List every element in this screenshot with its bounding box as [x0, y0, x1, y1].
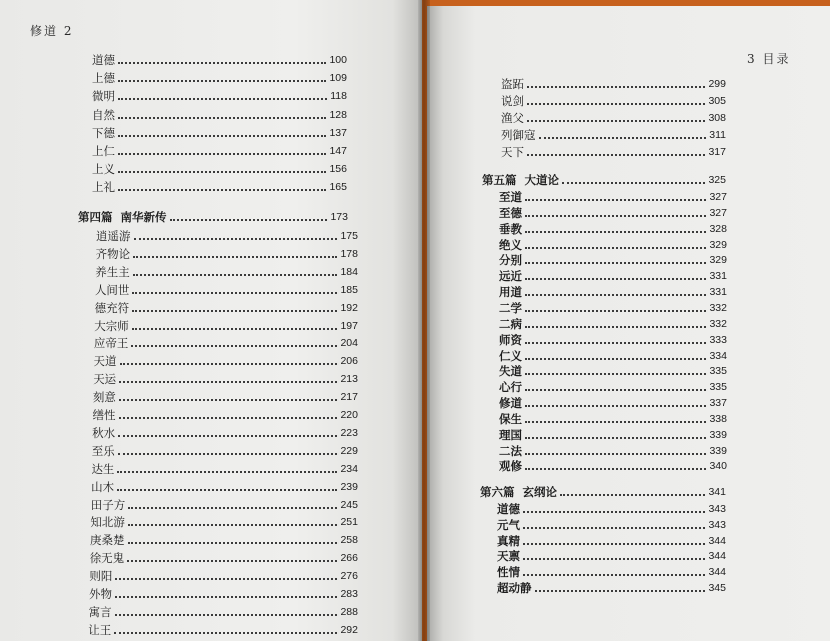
toc-leader-dots	[527, 85, 705, 88]
toc-entry-title: 性情	[497, 565, 520, 580]
toc-leader-dots	[525, 309, 706, 312]
toc-entry-page: 109	[329, 72, 347, 85]
toc-part-name: 玄纲论	[522, 485, 557, 499]
toc-entry-page: 299	[708, 78, 726, 90]
toc-entry[interactable]	[90, 548, 358, 566]
toc-leader-dots	[117, 470, 337, 473]
toc-entry-page: 335	[709, 365, 727, 378]
toc-entry[interactable]	[96, 226, 358, 244]
toc-leader-dots	[132, 309, 337, 312]
toc-entry-page: 239	[340, 480, 358, 493]
right-page	[427, 6, 830, 641]
toc-leader-dots	[527, 102, 705, 105]
toc-leader-dots	[170, 218, 328, 221]
toc-entry[interactable]	[92, 68, 347, 86]
toc-entry-page: 197	[340, 319, 358, 332]
toc-entry-title: 二学	[499, 300, 522, 315]
toc-entry-title: 大宗师	[94, 318, 129, 333]
toc-leader-dots	[535, 589, 706, 592]
toc-entry-page: 156	[329, 163, 347, 176]
toc-entry-title: 达生	[91, 461, 115, 476]
toc-entry-title: 失道	[499, 364, 522, 379]
toc-entry-title: 上仁	[92, 144, 115, 158]
toc-entry-title: 二法	[499, 443, 522, 458]
toc-entry-title: 养生主	[95, 264, 130, 279]
toc-entry-page: 331	[709, 270, 727, 283]
toc-leader-dots	[118, 116, 326, 119]
toc-entry[interactable]	[91, 459, 358, 477]
toc-entry-page: 344	[708, 534, 726, 547]
toc-leader-dots	[523, 526, 705, 529]
toc-entry-title: 德充符	[94, 300, 130, 315]
toc-leader-dots	[118, 97, 327, 100]
toc-entry-title: 自然	[92, 107, 115, 122]
toc-entry[interactable]	[95, 262, 358, 280]
toc-entry-page: 344	[708, 566, 726, 579]
toc-leader-dots	[525, 214, 706, 217]
toc-entry-page: 335	[709, 381, 727, 394]
toc-entry-page: 328	[709, 222, 727, 235]
toc-entry[interactable]	[92, 423, 358, 441]
toc-entry-page: 185	[340, 283, 358, 296]
toc-part-page: 341	[708, 486, 726, 498]
toc-leader-dots	[131, 344, 337, 347]
toc-entry-page: 331	[709, 286, 727, 299]
toc-entry[interactable]	[501, 108, 726, 126]
toc-leader-dots	[115, 613, 338, 616]
toc-entry-title: 寓言	[88, 604, 112, 619]
toc-leader-dots	[132, 327, 338, 330]
toc-entry[interactable]	[95, 280, 358, 298]
toc-entry-title: 垂教	[499, 221, 522, 236]
toc-entry-title: 秋水	[92, 425, 116, 440]
toc-part-heading[interactable]	[78, 207, 348, 225]
toc-entry-page: 245	[340, 498, 358, 511]
toc-entry-page: 332	[709, 317, 727, 330]
toc-entry-title: 师资	[499, 332, 522, 347]
toc-entry-page: 344	[708, 550, 726, 563]
toc-leader-dots	[115, 595, 337, 598]
toc-entry-page: 137	[329, 126, 347, 139]
toc-leader-dots	[118, 434, 337, 437]
toc-entry-page: 288	[340, 605, 358, 618]
toc-entry-page: 229	[340, 444, 358, 457]
toc-entry[interactable]	[89, 602, 358, 620]
toc-leader-dots	[119, 398, 338, 401]
toc-part-title	[482, 172, 559, 188]
toc-entry-title: 渔父	[501, 110, 524, 125]
toc-entry-page: 206	[340, 355, 358, 368]
toc-leader-dots	[525, 452, 706, 455]
toc-entry-page: 345	[708, 582, 726, 594]
toc-leader-dots	[117, 488, 337, 491]
toc-entry-page: 184	[340, 265, 358, 278]
toc-leader-dots	[525, 293, 706, 296]
toc-entry-page: 266	[340, 552, 358, 565]
toc-entry-title: 天道	[93, 354, 117, 369]
toc-entry-title: 则阳	[89, 569, 113, 584]
toc-entry[interactable]	[95, 298, 358, 316]
toc-leader-dots	[525, 420, 706, 423]
toc-entry-title: 庚桑楚	[90, 533, 125, 548]
toc-entry-page: 317	[708, 145, 726, 158]
toc-leader-dots	[560, 493, 705, 496]
toc-leader-dots	[115, 577, 337, 580]
toc-entry-page: 343	[708, 503, 726, 515]
toc-leader-dots	[525, 325, 706, 328]
toc-leader-dots	[523, 557, 705, 560]
toc-leader-dots	[118, 79, 326, 82]
toc-entry-title: 天禀	[497, 549, 520, 564]
toc-entry-title: 外物	[89, 587, 112, 601]
toc-leader-dots	[525, 388, 706, 391]
toc-entry-page: 175	[340, 230, 358, 242]
toc-leader-dots	[527, 153, 705, 156]
toc-entry-title: 至道	[499, 190, 522, 204]
toc-entry-title: 上礼	[92, 180, 115, 195]
toc-entry-title: 天下	[501, 144, 524, 159]
toc-leader-dots	[120, 362, 338, 365]
toc-part-name: 南华新传	[120, 210, 167, 224]
toc-entry-title: 列御寇	[501, 127, 536, 142]
toc-leader-dots	[127, 559, 337, 562]
toc-entry[interactable]	[88, 620, 358, 638]
toc-leader-dots	[539, 136, 707, 139]
toc-entry-title: 微明	[92, 89, 115, 104]
toc-entry[interactable]	[94, 333, 358, 351]
toc-part-page: 173	[330, 211, 348, 223]
toc-leader-dots	[133, 273, 338, 276]
toc-entry-title: 天运	[93, 372, 117, 387]
toc-leader-dots	[523, 542, 705, 545]
toc-entry[interactable]	[93, 405, 359, 423]
toc-entry-title: 人间世	[94, 282, 130, 297]
toc-entry-page: 338	[709, 412, 727, 425]
toc-entry-page: 327	[709, 191, 727, 203]
toc-part-name: 大道论	[524, 173, 559, 187]
toc-entry[interactable]	[91, 495, 358, 513]
toc-entry[interactable]	[92, 159, 347, 177]
toc-leader-dots	[525, 341, 706, 344]
toc-entry-title: 盗跖	[501, 77, 524, 91]
toc-entry[interactable]	[501, 91, 726, 109]
toc-entry[interactable]	[497, 578, 726, 596]
toc-entry[interactable]	[93, 387, 358, 405]
toc-entry-page: 305	[708, 94, 726, 107]
toc-entry-page: 283	[340, 588, 358, 600]
toc-part-heading[interactable]	[480, 482, 726, 500]
toc-leader-dots	[525, 467, 706, 470]
toc-entry-page: 332	[709, 301, 727, 314]
toc-entry-page: 343	[708, 518, 726, 531]
toc-entry-page: 234	[340, 462, 358, 475]
toc-entry-page: 204	[340, 337, 358, 350]
toc-leader-dots	[133, 255, 337, 258]
toc-part-title	[78, 209, 167, 225]
toc-entry-title: 应帝王	[93, 336, 129, 351]
toc-part-label: 第六篇	[480, 485, 515, 499]
toc-entry-title: 徐无鬼	[89, 551, 125, 566]
toc-entry[interactable]	[96, 244, 358, 262]
toc-leader-dots	[525, 372, 706, 375]
toc-entry[interactable]	[92, 441, 358, 459]
toc-leader-dots	[118, 134, 326, 137]
toc-part-label: 第五篇	[482, 173, 517, 187]
toc-leader-dots	[525, 198, 706, 201]
toc-entry-title: 至德	[499, 205, 522, 220]
toc-entry-page: 311	[709, 128, 726, 141]
toc-entry[interactable]	[91, 477, 358, 495]
toc-entry-title: 超动静	[497, 581, 532, 595]
toc-entry[interactable]	[501, 74, 726, 92]
toc-entry-title: 分别	[499, 253, 522, 268]
toc-entry-title: 远近	[499, 269, 522, 284]
toc-entry-title: 上德	[92, 71, 115, 86]
toc-entry-page: 339	[709, 444, 727, 457]
toc-entry[interactable]	[501, 142, 726, 160]
toc-entry-title: 二病	[499, 316, 522, 331]
toc-entry-title: 元气	[497, 517, 520, 532]
toc-entry-page: 192	[340, 301, 358, 314]
toc-entry-title: 让王	[88, 622, 112, 637]
toc-entry-title: 绝义	[499, 237, 522, 252]
toc-part-title	[480, 484, 557, 500]
toc-entry[interactable]	[90, 530, 358, 548]
toc-entry-page: 213	[340, 373, 358, 386]
toc-leader-dots	[527, 119, 705, 122]
book-spine-shadow	[418, 0, 430, 641]
toc-leader-dots	[118, 188, 326, 191]
toc-entry[interactable]	[92, 123, 347, 141]
toc-entry-page: 100	[329, 54, 347, 66]
toc-part-label: 第四篇	[78, 210, 113, 224]
toc-entry-page: 251	[340, 516, 358, 529]
toc-entry-page: 292	[340, 623, 358, 636]
toc-entry-page: 217	[340, 391, 358, 404]
toc-leader-dots	[134, 237, 338, 240]
toc-entry-title: 下德	[92, 125, 115, 140]
toc-part-heading[interactable]	[482, 170, 726, 188]
toc-entry[interactable]	[90, 512, 358, 530]
toc-entry-page: 178	[340, 247, 358, 260]
toc-entry[interactable]	[89, 584, 358, 602]
toc-leader-dots	[119, 416, 338, 419]
toc-entry-title: 修道	[499, 396, 522, 411]
toc-entry[interactable]	[94, 316, 358, 334]
toc-entry-title: 知北游	[90, 515, 125, 530]
right-page-header: 3 目录	[747, 52, 791, 66]
toc-entry-title: 缮性	[92, 408, 116, 422]
toc-leader-dots	[119, 380, 337, 383]
toc-entry-title: 道德	[497, 502, 520, 516]
toc-entry-page: 223	[340, 426, 358, 439]
toc-entry-title: 真精	[497, 533, 520, 548]
toc-leader-dots	[114, 631, 337, 634]
toc-entry-page: 327	[709, 206, 727, 219]
toc-entry-title: 上义	[92, 162, 115, 177]
toc-entry-page: 147	[329, 145, 347, 157]
toc-leader-dots	[562, 181, 705, 184]
toc-leader-dots	[525, 261, 706, 264]
toc-entry-title: 刻意	[92, 390, 116, 405]
toc-entry-page: 165	[329, 181, 347, 194]
toc-entry-title: 观修	[499, 459, 522, 474]
toc-entry[interactable]	[92, 141, 347, 159]
toc-leader-dots	[525, 357, 706, 360]
toc-entry-page: 118	[330, 90, 347, 103]
toc-entry-title: 齐物论	[95, 246, 131, 261]
toc-entry-page: 329	[709, 238, 727, 251]
toc-entry-page: 337	[709, 397, 727, 410]
toc-entry-title: 道德	[92, 53, 115, 67]
toc-part-page: 325	[708, 174, 726, 186]
toc-entry-title: 田子方	[90, 497, 126, 512]
toc-entry[interactable]	[93, 369, 358, 387]
toc-entry-title: 说剑	[501, 93, 524, 108]
toc-leader-dots	[128, 523, 338, 526]
toc-entry[interactable]	[92, 105, 347, 123]
toc-leader-dots	[525, 246, 706, 249]
toc-entry-page: 220	[340, 409, 358, 421]
toc-entry[interactable]	[89, 566, 358, 584]
toc-entry-page: 334	[709, 349, 727, 362]
toc-entry-page: 308	[708, 111, 726, 124]
toc-leader-dots	[128, 506, 337, 509]
toc-entry-title: 逍遥游	[96, 229, 131, 243]
toc-leader-dots	[118, 170, 326, 173]
toc-entry-page: 258	[340, 534, 358, 547]
toc-entry-title: 用道	[499, 285, 522, 300]
toc-entry-page: 339	[709, 428, 727, 441]
toc-entry[interactable]	[92, 86, 347, 104]
left-page-header: 修道 2	[30, 24, 74, 38]
toc-entry-page: 128	[329, 108, 347, 121]
toc-entry[interactable]	[501, 125, 726, 143]
toc-leader-dots	[525, 277, 706, 280]
toc-leader-dots	[118, 152, 326, 155]
toc-entry-title: 保生	[499, 411, 522, 426]
toc-leader-dots	[525, 404, 706, 407]
toc-leader-dots	[525, 230, 706, 233]
toc-leader-dots	[128, 541, 338, 544]
toc-leader-dots	[118, 61, 326, 64]
toc-leader-dots	[523, 510, 705, 513]
toc-entry-page: 340	[709, 460, 727, 473]
toc-entry-title: 仁义	[499, 348, 522, 363]
toc-entry-page: 333	[709, 333, 727, 346]
toc-entry[interactable]	[94, 351, 358, 369]
toc-leader-dots	[525, 436, 706, 439]
toc-leader-dots	[132, 291, 337, 294]
toc-entry-title: 心行	[499, 380, 522, 395]
toc-entry-page: 329	[709, 254, 727, 267]
toc-entry[interactable]	[499, 456, 727, 474]
toc-leader-dots	[523, 573, 705, 576]
toc-leader-dots	[118, 452, 338, 455]
toc-entry-title: 理国	[499, 427, 522, 442]
toc-entry-title: 山木	[91, 479, 115, 494]
toc-entry-title: 至乐	[91, 443, 115, 458]
toc-entry[interactable]	[92, 50, 347, 68]
toc-entry[interactable]	[92, 177, 347, 195]
toc-entry-page: 276	[340, 570, 358, 583]
